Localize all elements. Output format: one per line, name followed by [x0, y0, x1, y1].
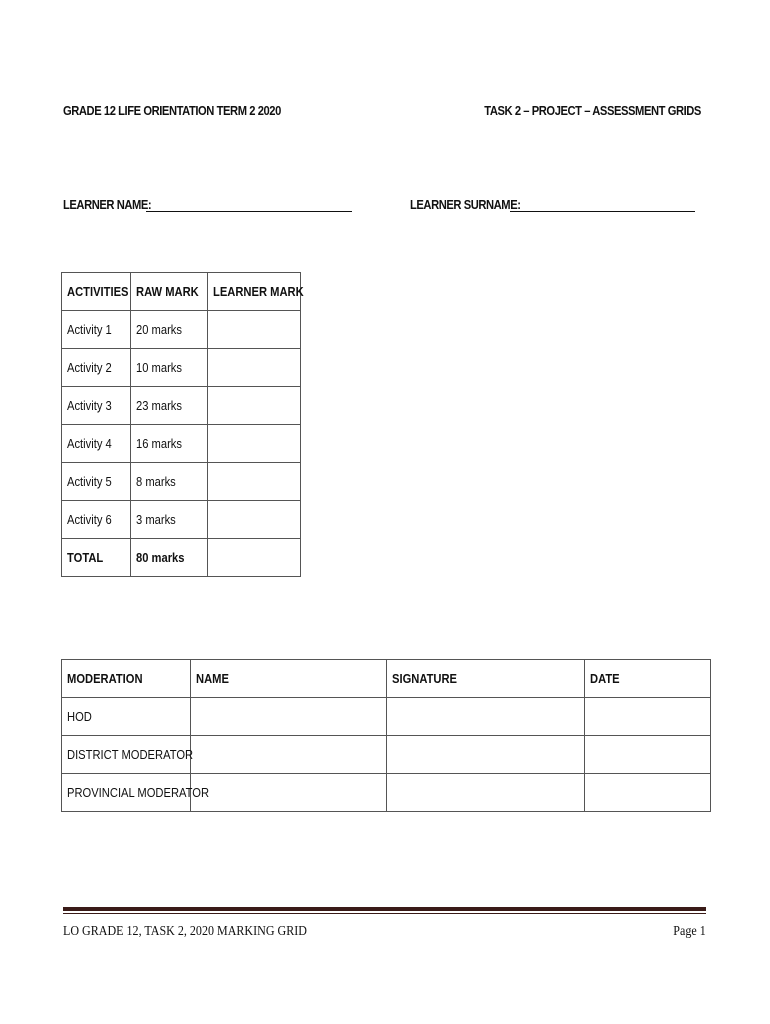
moderation-header: MODERATION: [62, 660, 191, 698]
footer-divider: [63, 907, 706, 911]
learner-mark-cell[interactable]: [208, 311, 301, 349]
activity-cell: Activity 2: [62, 349, 131, 387]
learner-mark-cell[interactable]: [208, 387, 301, 425]
raw-mark-cell: 8 marks: [131, 463, 208, 501]
name-cell[interactable]: [191, 698, 387, 736]
learner-name-line[interactable]: [146, 211, 352, 212]
page-number: Page 1: [673, 924, 706, 939]
learner-mark-cell[interactable]: [208, 349, 301, 387]
moderation-header-row: [62, 660, 711, 698]
signature-cell[interactable]: [387, 774, 585, 812]
total-row: [62, 539, 301, 577]
activity-cell: Activity 1: [62, 311, 131, 349]
total-raw-mark: 80 marks: [131, 539, 208, 577]
marks-table: [61, 272, 304, 577]
learner-name-label: LEARNER NAME:: [63, 197, 152, 212]
name-cell[interactable]: [191, 736, 387, 774]
learner-mark-cell[interactable]: [208, 425, 301, 463]
role-cell: PROVINCIAL MODERATOR: [62, 774, 191, 812]
total-label: TOTAL: [62, 539, 131, 577]
table-row: [62, 463, 301, 501]
table-row: [62, 736, 711, 774]
learner-surname-line[interactable]: [510, 211, 695, 212]
name-cell[interactable]: [191, 774, 387, 812]
table-row: [62, 311, 301, 349]
role-cell: HOD: [62, 698, 191, 736]
raw-mark-cell: 16 marks: [131, 425, 208, 463]
raw-mark-cell: 3 marks: [131, 501, 208, 539]
footer-divider-thin: [63, 913, 706, 914]
table-row: [62, 387, 301, 425]
raw-mark-cell: 20 marks: [131, 311, 208, 349]
role-cell: DISTRICT MODERATOR: [62, 736, 191, 774]
marks-header-row: [62, 273, 301, 311]
activity-cell: Activity 6: [62, 501, 131, 539]
name-header: NAME: [191, 660, 387, 698]
table-row: [62, 774, 711, 812]
raw-mark-cell: 23 marks: [131, 387, 208, 425]
activities-header: ACTIVITIES: [62, 273, 131, 311]
table-row: [62, 698, 711, 736]
task-title: TASK 2 – PROJECT – ASSESSMENT GRIDS: [484, 103, 701, 118]
date-cell[interactable]: [585, 774, 711, 812]
table-row: [62, 349, 301, 387]
activity-cell: Activity 3: [62, 387, 131, 425]
date-cell[interactable]: [585, 736, 711, 774]
signature-cell[interactable]: [387, 736, 585, 774]
signature-cell[interactable]: [387, 698, 585, 736]
total-learner-mark[interactable]: [208, 539, 301, 577]
learner-mark-header: LEARNER MARK: [208, 273, 301, 311]
date-cell[interactable]: [585, 698, 711, 736]
learner-mark-cell[interactable]: [208, 501, 301, 539]
table-row: [62, 425, 301, 463]
footer-text: LO GRADE 12, TASK 2, 2020 MARKING GRID: [63, 924, 307, 939]
document-title: GRADE 12 LIFE ORIENTATION TERM 2 2020: [63, 103, 281, 118]
raw-mark-cell: 10 marks: [131, 349, 208, 387]
date-header: DATE: [585, 660, 711, 698]
activity-cell: Activity 5: [62, 463, 131, 501]
signature-header: SIGNATURE: [387, 660, 585, 698]
activity-cell: Activity 4: [62, 425, 131, 463]
table-row: [62, 501, 301, 539]
learner-mark-cell[interactable]: [208, 463, 301, 501]
moderation-table: [61, 659, 711, 812]
learner-surname-label: LEARNER SURNAME:: [410, 197, 521, 212]
raw-mark-header: RAW MARK: [131, 273, 208, 311]
